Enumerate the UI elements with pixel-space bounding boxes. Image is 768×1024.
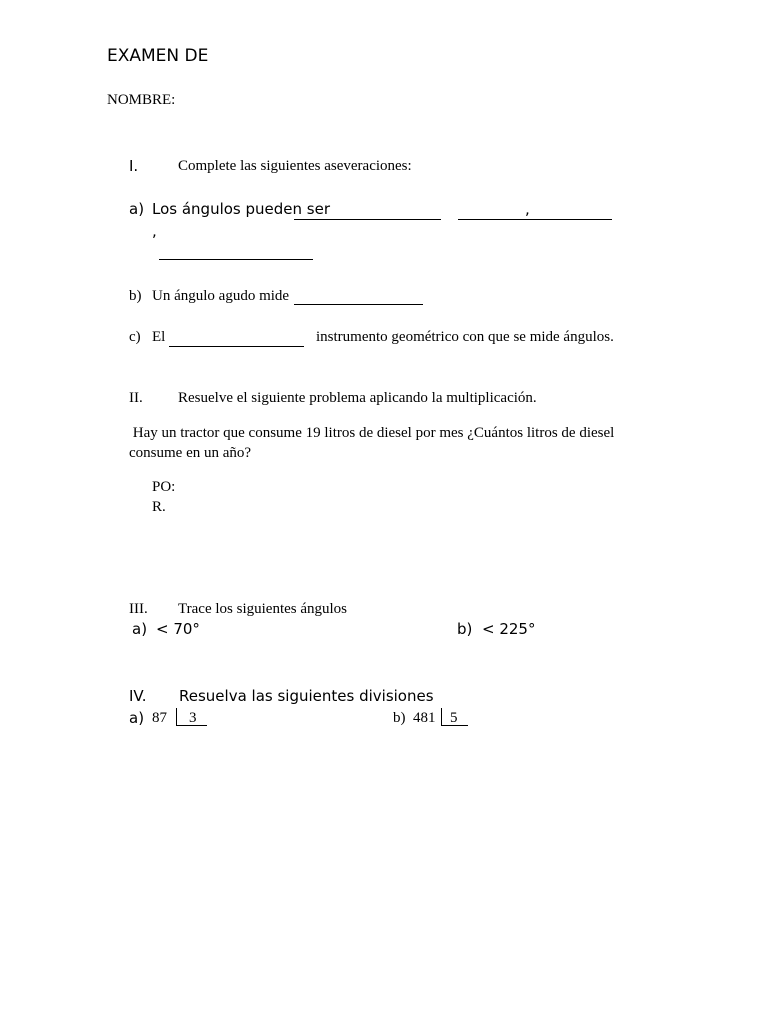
item-1a-comma-2: , xyxy=(152,222,157,240)
item-1b-letter: b) xyxy=(129,288,142,304)
section-2-heading: Resuelve el siguiente problema aplicando la multiplicación. xyxy=(178,390,537,406)
item-3b-text: < 225° xyxy=(482,620,536,638)
section-3-heading: Trace los siguientes ángulos xyxy=(178,601,348,617)
section-2-number: II. xyxy=(129,390,143,406)
item-4b-dividend: 481 xyxy=(413,710,436,726)
section-1-number: I. xyxy=(129,157,139,175)
section-4-number: IV. xyxy=(129,687,147,705)
answer-blank-1b[interactable] xyxy=(294,304,423,305)
item-1c-text-before: El xyxy=(152,329,166,345)
item-1a-letter: a) xyxy=(129,200,145,218)
item-1a-comma-1: , xyxy=(525,200,530,218)
division-bracket-4b xyxy=(441,708,442,726)
item-3b-letter: b) xyxy=(457,620,473,638)
answer-blank-1a-2[interactable] xyxy=(458,219,612,220)
problem-line-2: consume en un año? xyxy=(129,445,252,461)
exam-title: EXAMEN DE xyxy=(107,46,209,66)
section-4-heading: Resuelva las siguientes divisiones xyxy=(179,687,434,705)
name-label: NOMBRE: xyxy=(107,92,176,108)
po-label: PO: xyxy=(152,479,176,495)
item-1b-text: Un ángulo agudo mide xyxy=(152,288,290,304)
item-1c-letter: c) xyxy=(129,329,141,345)
item-4b-letter: b) xyxy=(393,710,406,726)
item-3a-letter: a) xyxy=(132,620,148,638)
answer-blank-1a-1[interactable] xyxy=(294,219,441,220)
section-1-heading: Complete las siguientes aseveraciones: xyxy=(178,158,412,174)
item-4a-dividend: 87 xyxy=(152,710,167,726)
item-1c-text-after: instrumento geométrico con que se mide ángulos. xyxy=(316,329,614,345)
item-4a-divisor: 3 xyxy=(189,710,197,726)
answer-blank-1c[interactable] xyxy=(169,346,304,347)
section-3-number: III. xyxy=(129,601,148,617)
r-label: R. xyxy=(152,499,166,515)
answer-blank-1a-3[interactable] xyxy=(159,259,313,260)
item-1a-text: Los ángulos pueden ser xyxy=(152,200,331,218)
item-3a-text: < 70° xyxy=(156,620,200,638)
problem-line-1: Hay un tractor que consume 19 litros de diesel por mes ¿Cuántos litros de diesel xyxy=(129,425,615,441)
item-4b-divisor: 5 xyxy=(450,710,458,726)
item-4a-letter: a) xyxy=(129,709,145,727)
division-bracket-4a xyxy=(176,708,177,726)
